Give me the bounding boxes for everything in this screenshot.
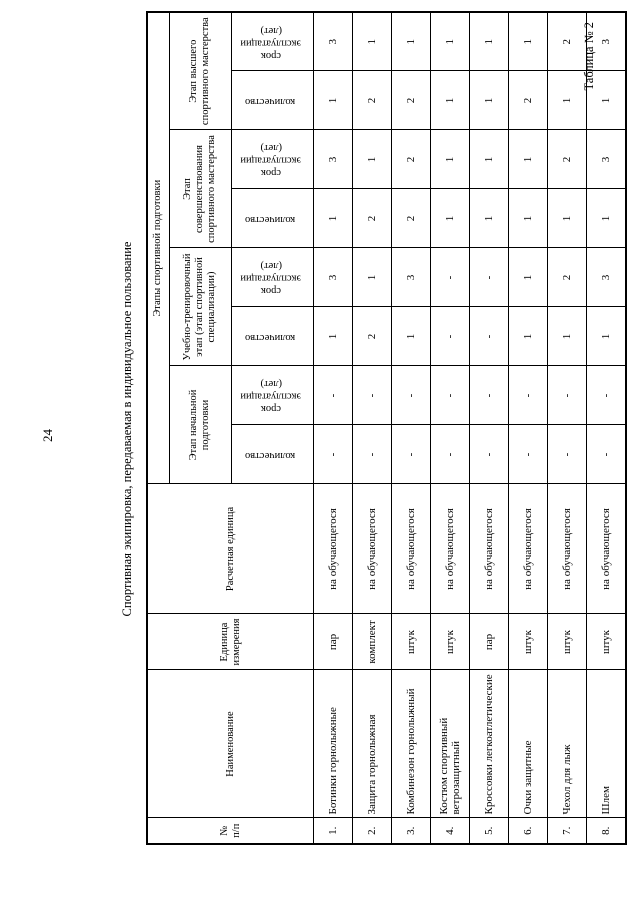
stage-header-highest: Этап высшего спортивного мастерства — [169, 12, 231, 130]
value-cell: 1 — [314, 189, 353, 248]
value-cell: - — [509, 425, 548, 484]
term-label-cell — [231, 130, 314, 189]
value-cell: 3 — [314, 12, 353, 71]
value-cell: - — [431, 425, 470, 484]
qty-label-cell — [231, 425, 314, 484]
value-cell: - — [470, 366, 509, 425]
stage-header-initial: Этап начальной подготовки — [169, 366, 231, 484]
row-number-cell: 6. — [509, 818, 548, 844]
value-cell: - — [431, 248, 470, 307]
item-name-cell: Защита горнолыжная — [353, 670, 392, 818]
calc-unit-cell: на обучающегося — [392, 484, 431, 614]
qty-label-cell — [231, 189, 314, 248]
value-cell: 1 — [392, 12, 431, 71]
value-cell: 1 — [431, 71, 470, 130]
value-cell: - — [470, 425, 509, 484]
stage-header-improvement: Этап совершенствования спортивного мастерства — [169, 130, 231, 248]
row-number-cell: 1. — [314, 818, 353, 844]
value-cell: 1 — [431, 130, 470, 189]
value-cell: 2 — [509, 71, 548, 130]
value-cell: 1 — [587, 307, 626, 366]
qty-label: количество — [245, 331, 296, 343]
unit-cell: штук — [431, 614, 470, 670]
unit-cell: комплект — [353, 614, 392, 670]
item-name-cell: Шлем — [587, 670, 626, 818]
value-cell: - — [431, 366, 470, 425]
value-cell: 1 — [431, 189, 470, 248]
term-label-cell — [231, 248, 314, 307]
stages-group-header: Этапы спортивной подготовки — [147, 12, 169, 484]
equipment-table — [146, 11, 627, 845]
value-cell: 1 — [431, 12, 470, 71]
value-cell: - — [431, 307, 470, 366]
qty-label-cell — [231, 307, 314, 366]
value-cell: 1 — [509, 189, 548, 248]
unit-cell: штук — [509, 614, 548, 670]
value-cell: 1 — [470, 71, 509, 130]
value-cell: 1 — [353, 12, 392, 71]
term-label-cell — [231, 12, 314, 71]
value-cell: 1 — [509, 130, 548, 189]
value-cell: 3 — [314, 130, 353, 189]
unit-cell: пар — [470, 614, 509, 670]
row-number-cell: 5. — [470, 818, 509, 844]
value-cell: 1 — [314, 71, 353, 130]
table-row — [587, 12, 626, 844]
value-cell: 1 — [509, 307, 548, 366]
table-row — [431, 12, 470, 844]
item-name-cell: Чехол для лыж — [548, 670, 587, 818]
value-cell: 1 — [548, 189, 587, 248]
col-header-calc: Расчетная единица — [147, 484, 314, 614]
qty-label: количество — [245, 449, 296, 461]
qty-label: количество — [245, 95, 296, 107]
value-cell: - — [353, 366, 392, 425]
row-number-cell: 3. — [392, 818, 431, 844]
value-cell: 1 — [353, 130, 392, 189]
row-number-cell: 4. — [431, 818, 470, 844]
value-cell: - — [587, 366, 626, 425]
page-number: 24 — [40, 429, 55, 442]
calc-unit-cell: на обучающегося — [353, 484, 392, 614]
value-cell: - — [353, 425, 392, 484]
stage-header-training: Учебно-тренировочный этап (этап спортивной специализации) — [169, 248, 231, 366]
value-cell: - — [470, 248, 509, 307]
item-name-cell: Костюм спортивный ветрозащитный — [431, 670, 470, 818]
value-cell: 2 — [353, 307, 392, 366]
value-cell: 3 — [392, 248, 431, 307]
calc-unit-cell: на обучающегося — [548, 484, 587, 614]
table-row — [353, 12, 392, 844]
value-cell: - — [314, 366, 353, 425]
table-row — [509, 12, 548, 844]
qty-label-cell — [231, 71, 314, 130]
value-cell: 3 — [587, 12, 626, 71]
value-cell: 2 — [548, 12, 587, 71]
item-name-cell: Ботинки горнолыжные — [314, 670, 353, 818]
value-cell: 1 — [314, 307, 353, 366]
term-label: срок эксплуатации (лет) — [240, 260, 301, 297]
unit-cell: штук — [548, 614, 587, 670]
value-cell: 2 — [548, 248, 587, 307]
table-row — [470, 12, 509, 844]
row-number-cell: 7. — [548, 818, 587, 844]
value-cell: 1 — [548, 307, 587, 366]
table-row — [548, 12, 587, 844]
value-cell: 2 — [392, 71, 431, 130]
calc-unit-cell: на обучающегося — [509, 484, 548, 614]
row-number-cell: 8. — [587, 818, 626, 844]
value-cell: - — [392, 366, 431, 425]
row-number-cell: 2. — [353, 818, 392, 844]
value-cell: - — [392, 425, 431, 484]
value-cell: 1 — [353, 248, 392, 307]
value-cell: 2 — [392, 189, 431, 248]
value-cell: - — [548, 366, 587, 425]
item-name-cell: Кроссовки легкоатлетические — [470, 670, 509, 818]
value-cell: - — [509, 366, 548, 425]
value-cell: 1 — [392, 307, 431, 366]
value-cell: 2 — [353, 189, 392, 248]
value-cell: 1 — [587, 71, 626, 130]
item-name-cell: Комбинезон горнолыжный — [392, 670, 431, 818]
value-cell: - — [470, 307, 509, 366]
calc-unit-cell: на обучающегося — [587, 484, 626, 614]
value-cell: 3 — [314, 248, 353, 307]
item-name-cell: Очки защитные — [509, 670, 548, 818]
col-header-name: Наименование — [147, 670, 314, 818]
table-title: Спортивная экипировка, передаваемая в индивидуальное пользование — [120, 241, 134, 617]
value-cell: - — [587, 425, 626, 484]
value-cell: 1 — [509, 248, 548, 307]
value-cell: 1 — [509, 12, 548, 71]
value-cell: 1 — [587, 189, 626, 248]
unit-cell: штук — [587, 614, 626, 670]
value-cell: 1 — [548, 71, 587, 130]
table-caption: Таблица № 2 — [582, 22, 596, 91]
term-label-cell — [231, 366, 314, 425]
table-row — [392, 12, 431, 844]
table-row — [314, 12, 353, 844]
calc-unit-cell: на обучающегося — [470, 484, 509, 614]
value-cell: 2 — [392, 130, 431, 189]
unit-cell: штук — [392, 614, 431, 670]
unit-cell: пар — [314, 614, 353, 670]
value-cell: 1 — [470, 12, 509, 71]
value-cell: 3 — [587, 248, 626, 307]
qty-label: количество — [245, 213, 296, 225]
value-cell: 2 — [548, 130, 587, 189]
value-cell: - — [314, 425, 353, 484]
calc-unit-cell: на обучающегося — [314, 484, 353, 614]
value-cell: - — [548, 425, 587, 484]
col-header-num: № п/п — [147, 818, 314, 844]
col-header-unit: Единица измерения — [147, 614, 314, 670]
value-cell: 2 — [353, 71, 392, 130]
term-label: срок эксплуатации (лет) — [240, 142, 301, 179]
calc-unit-cell: на обучающегося — [431, 484, 470, 614]
value-cell: 1 — [470, 130, 509, 189]
term-label: срок эксплуатации (лет) — [240, 378, 301, 415]
value-cell: 3 — [587, 130, 626, 189]
header-row-groups — [147, 12, 169, 844]
value-cell: 1 — [470, 189, 509, 248]
term-label: срок эксплуатации (лет) — [240, 24, 301, 61]
